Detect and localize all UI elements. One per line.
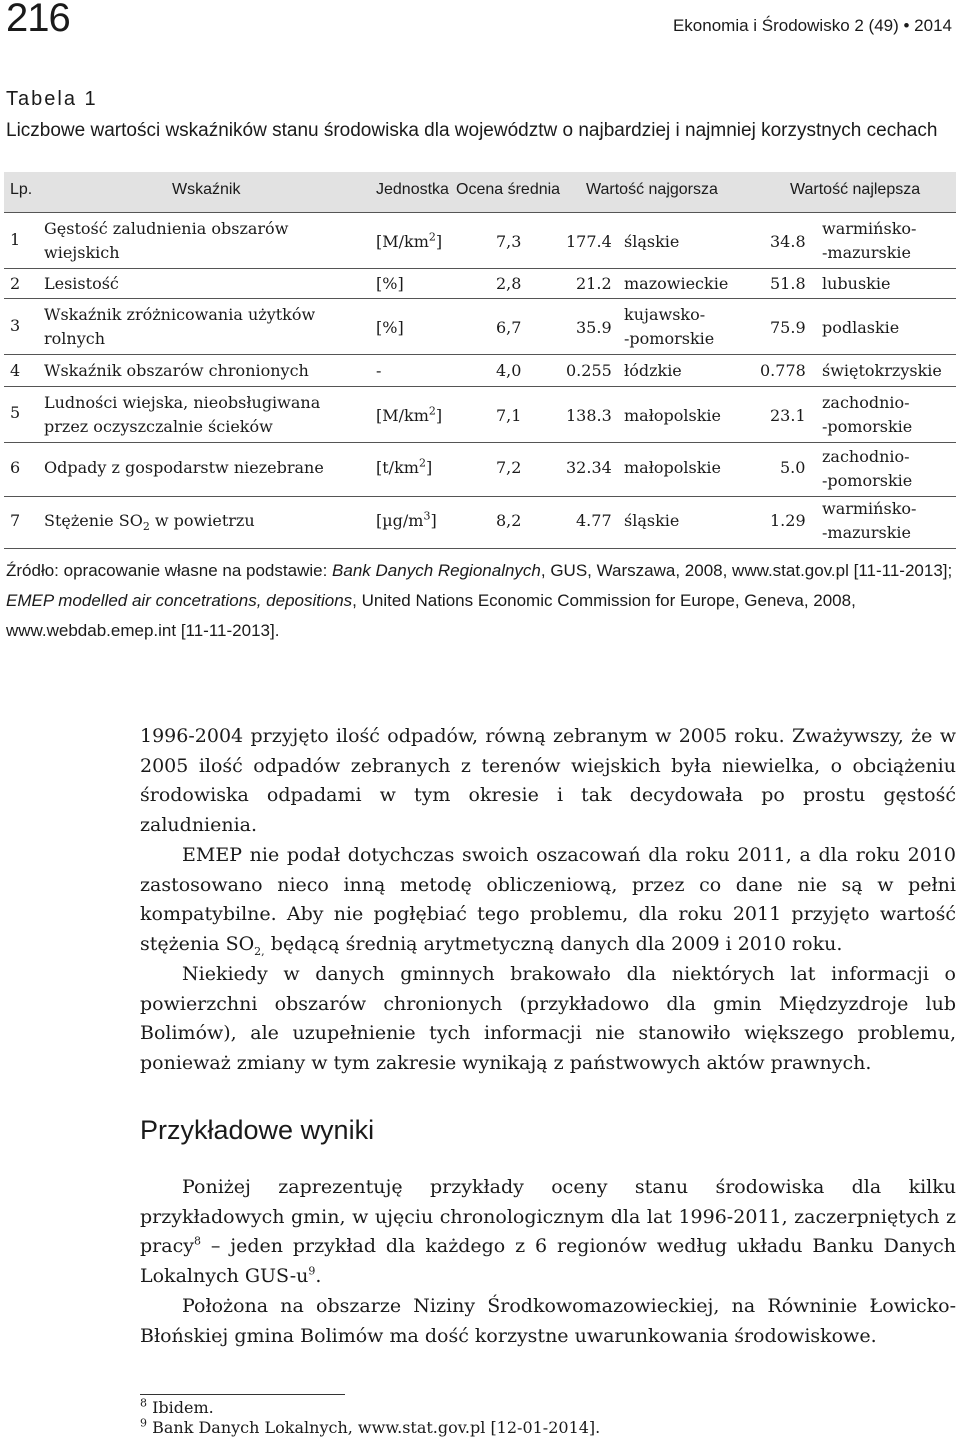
row-best-value: 0.778 — [760, 361, 806, 380]
row-lp: 5 — [10, 403, 21, 422]
row-unit: [%] — [376, 318, 404, 337]
row-best-region: lubuskie — [822, 274, 891, 293]
paragraph: EMEP nie podał dotychczas swoich oszacowań dla roku 2011, a dla roku 2010 zastosowano nieco inną metodę obliczeniową, przez co dane nie są w pełni kompatybilne. Aby nie pogłębiać tego problemu, dla roku 2011 przyjęto wartość stężenia $SO_{2,}$ będącą średnią arytmetyczną danych dla 2009 i 2010 roku. — [140, 844, 956, 958]
row-worst-region: śląskie — [624, 232, 680, 251]
row-best-region: zachodnio- — [822, 447, 910, 466]
paragraph: Niekiedy w danych gminnych brakowało dla niektórych lat informacji o powierzchni obszarów chronionych (przykładowo dla gmin Międzyzdroje lub Bolimów), ale uzupełnienie tych informacji nie stanowiło większego problemu, ponieważ zmiany w tym zakresie wynikają z państwowych aktów prawnych. — [140, 963, 956, 1074]
row-best-value: 1.29 — [770, 511, 806, 530]
col-worst: Wartość najgorsza — [586, 181, 718, 198]
table-row — [4, 442, 956, 497]
row-worst-value: 35.9 — [576, 318, 612, 337]
row-worst-region-cont: -pomorskie — [624, 329, 715, 348]
row-worst-region: śląskie — [624, 511, 680, 530]
table-row — [4, 298, 956, 355]
row-average: 7,1 — [496, 406, 522, 425]
row-worst-value: 32.34 — [566, 458, 612, 477]
row-indicator: Lesistość — [44, 274, 119, 293]
page-number: 216 — [6, 0, 70, 40]
row-lp: 6 — [10, 458, 21, 477]
row-unit: - — [376, 361, 382, 380]
table-row — [4, 496, 956, 549]
row-average: 6,7 — [496, 318, 522, 337]
paragraph: Położona na obszarze Niziny Środkowomazowieckiej, na Równinie Łowicko-Błońskiej gmina Bolimów ma dość korzystne uwarunkowania środowiskowe. — [140, 1295, 956, 1347]
row-unit: $[t/km^2]$ — [376, 456, 433, 477]
row-worst-region: małopolskie — [624, 406, 722, 425]
table-caption: Liczbowe wartości wskaźników stanu środowiska dla województw o najbardziej i najmniej korzystnych cechach — [6, 120, 938, 141]
paragraph: 1996-2004 przyjęto ilość odpadów, równą zebranym w 2005 roku. Zważywszy, że w 2005 ilość odpadów zebranych z terenów wiejskich była niewielka, o obciążeniu środowiska odpadami w tym okresie i tak decydowała po prostu gęstość zaludnienia. — [140, 725, 956, 836]
row-worst-value: 138.3 — [566, 406, 612, 425]
row-unit: [%] — [376, 274, 404, 293]
table-bottom-rule — [4, 548, 956, 549]
row-best-region-cont: -pomorskie — [822, 417, 913, 436]
footnote — [140, 1418, 600, 1437]
footnote-divider — [140, 1394, 345, 1395]
col-indicator: Wskaźnik — [172, 181, 241, 198]
row-indicator-cont: rolnych — [44, 329, 106, 348]
row-lp: 7 — [10, 511, 21, 530]
row-best-value: 23.1 — [770, 406, 806, 425]
table-label: Tabela 1 — [6, 88, 98, 110]
row-lp: 3 — [10, 316, 21, 335]
table-row — [4, 354, 956, 387]
row-best-region: zachodnio- — [822, 393, 910, 412]
row-indicator: Stężenie $SO_2$ w powietrzu — [44, 511, 255, 534]
row-best-value: 5.0 — [780, 458, 806, 477]
footnote: $^8$ Ibidem. — [140, 1396, 214, 1417]
paragraph: Poniżej zaprezentuję przykłady oceny stanu środowiska dla kilku przykładowych gmin, w ujęciu chronologicznym dla lat 1996-2011, zaczerpniętych z pracy$^8$ – jeden przykład dla każdego z 6 regionów według układu Banku Danych Lokalnych GUS-$u^9$. — [140, 1176, 956, 1287]
col-best: Wartość najlepsza — [790, 181, 921, 198]
row-worst-value: 4.77 — [576, 511, 612, 530]
table-header — [4, 172, 956, 212]
row-average: 2,8 — [496, 274, 522, 293]
row-indicator-cont: wiejskich — [44, 243, 120, 262]
row-unit: $[M/km^2]$ — [376, 230, 443, 251]
row-indicator-cont: przez oczyszczalnie ścieków — [44, 417, 273, 436]
row-unit: $[M/km^2]$ — [376, 404, 443, 425]
row-indicator: Wskaźnik obszarów chronionych — [44, 361, 309, 380]
row-lp: 1 — [10, 230, 21, 249]
row-average: 8,2 — [496, 511, 522, 530]
table-row — [4, 268, 956, 299]
row-best-value: 34.8 — [770, 232, 806, 251]
table-row — [4, 386, 956, 443]
row-lp: 4 — [10, 361, 21, 380]
section-heading: Przykładowe wyniki — [140, 1115, 375, 1145]
row-worst-region: małopolskie — [624, 458, 722, 477]
col-average: Ocena średnia — [456, 181, 561, 198]
col-lp: Lp. — [10, 181, 33, 198]
row-average: 7,2 — [496, 458, 522, 477]
row-worst-value: 177.4 — [566, 232, 612, 251]
row-best-region: świętokrzyskie — [822, 361, 942, 380]
footnote-text: Bank Danych Lokalnych, www.stat.gov.pl [12-01-2014]. — [147, 1418, 601, 1437]
row-indicator: Wskaźnik zróżnicowania użytków — [44, 305, 316, 324]
row-average: 7,3 — [496, 232, 522, 251]
table-source: Źródło: opracowanie własne na podstawie: Bank Danych Regionalnych, GUS, Warszawa, 2008, www.stat.gov.pl [11-11-2013]; EMEP modelled air concetrations, depositions, United Nations Economic Commission for Europe, Geneva, 2008, www.webdab.emep.int [11-11-2013]. — [6, 561, 953, 640]
row-indicator: Gęstość zaludnienia obszarów — [44, 219, 289, 238]
row-best-value: 51.8 — [770, 274, 806, 293]
row-best-region-cont: -mazurskie — [822, 523, 911, 542]
row-best-region: warmińsko- — [822, 219, 917, 238]
row-best-region: podlaskie — [822, 318, 900, 337]
row-worst-region: kujawsko- — [624, 305, 706, 324]
journal-title: Ekonomia i Środowisko 2 (49) • 2014 — [672, 16, 952, 35]
row-indicator: Odpady z gospodarstw niezebrane — [44, 458, 324, 477]
col-unit: Jednostka — [376, 181, 449, 198]
row-best-region-cont: -pomorskie — [822, 471, 913, 490]
row-best-value: 75.9 — [770, 318, 806, 337]
footnote-number: 9 — [140, 1416, 147, 1430]
row-best-region: warmińsko- — [822, 499, 917, 518]
table-row — [4, 212, 956, 269]
row-worst-region: łódzkie — [624, 361, 682, 380]
row-unit: $[\mu g/m^3]$ — [376, 509, 437, 530]
row-worst-region: mazowieckie — [624, 274, 729, 293]
row-indicator: Ludności wiejska, nieobsługiwana — [44, 393, 321, 412]
row-average: 4,0 — [496, 361, 522, 380]
row-lp: 2 — [10, 274, 21, 293]
row-best-region-cont: -mazurskie — [822, 243, 911, 262]
row-worst-value: 0.255 — [566, 361, 612, 380]
row-worst-value: 21.2 — [576, 274, 612, 293]
